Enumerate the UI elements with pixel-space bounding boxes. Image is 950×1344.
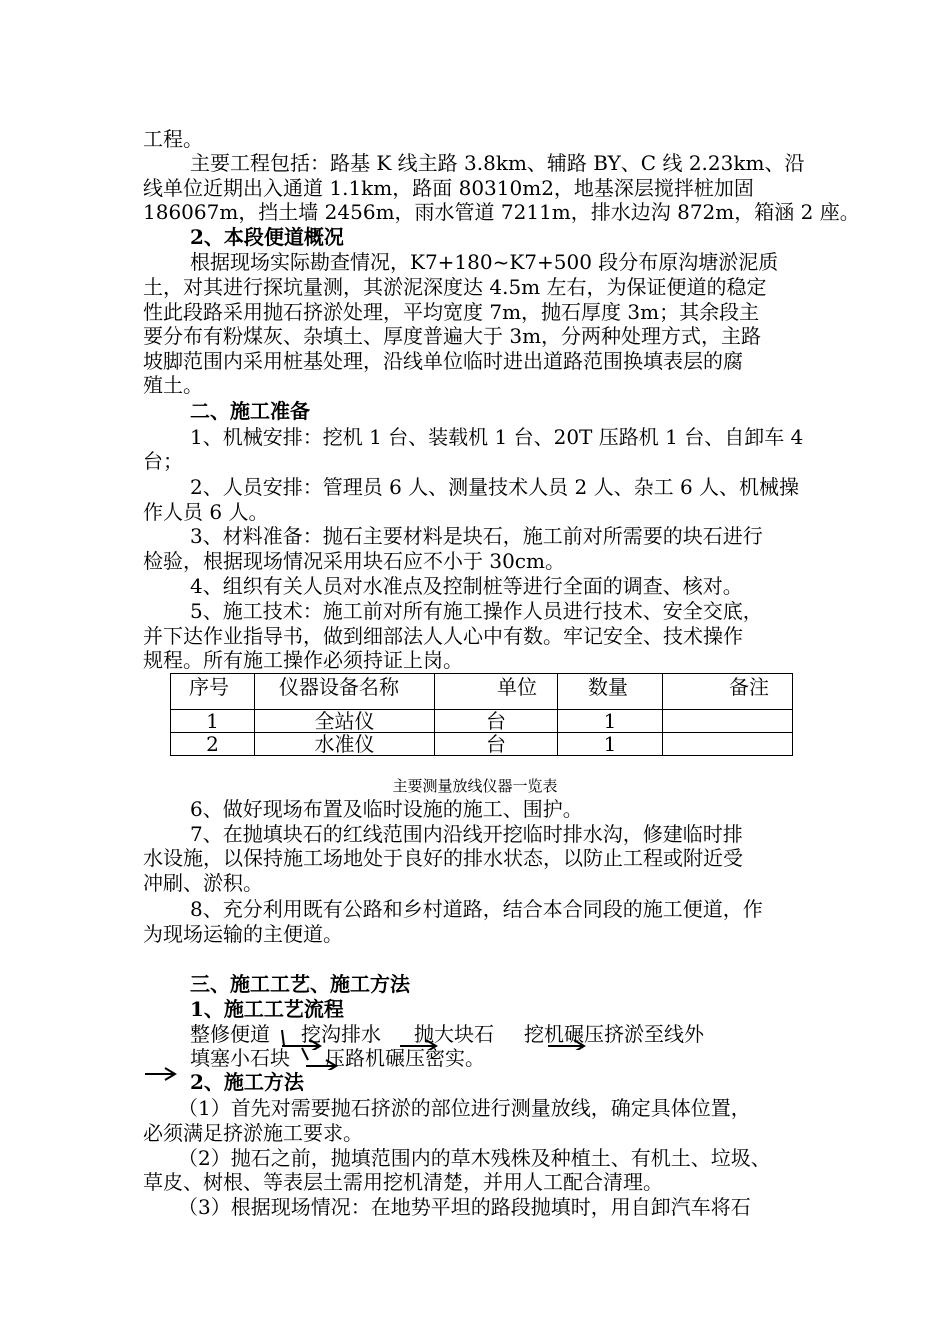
table-cell: 1 bbox=[558, 733, 663, 756]
paragraph-line: 要分布有粉煤灰、杂填土、厚度普遍大于 3m，分两种处理方式，主路 bbox=[143, 324, 762, 348]
paragraph-line: 作人员 6 人。 bbox=[143, 500, 269, 524]
paragraph-line: 线单位近期出入通道 1.1km，路面 80310m2，地基深层搅拌桩加固 bbox=[143, 176, 754, 200]
flow-step-5: 填塞小石块 bbox=[190, 1046, 290, 1070]
table-cell: 水准仪 bbox=[255, 733, 435, 756]
paragraph-line: 根据现场实际勘查情况，K7+180~K7+500 段分布原沟塘淤泥质 bbox=[190, 250, 779, 274]
paragraph-line: 水设施，以保持施工场地处于良好的排水状态，以防止工程或附近受 bbox=[143, 846, 743, 870]
paragraph-line: 草皮、树根、等表层土需用挖机清楚，并用人工配合清理。 bbox=[143, 1170, 663, 1194]
section-heading: 2、施工方法 bbox=[190, 1070, 304, 1094]
paragraph-line: 坡脚范围内采用桩基处理，沿线单位临时进出道路范围换填表层的腐 bbox=[143, 349, 743, 373]
table-caption: 主要测量放线仪器一览表 bbox=[392, 777, 558, 795]
flow-arrow-icon bbox=[143, 1064, 179, 1084]
header-cell-unit: 单位 bbox=[435, 674, 558, 710]
paragraph-line: 工程。 bbox=[143, 127, 203, 151]
paragraph-line: 冲刷、淤积。 bbox=[143, 871, 263, 895]
flow-arrow-icon bbox=[300, 1046, 340, 1070]
paragraph-line: 检验，根据现场情况采用块石应不小于 30cm。 bbox=[143, 549, 565, 573]
header-cell-quantity: 数量 bbox=[558, 674, 663, 710]
paragraph-line: 6、做好现场布置及临时设施的施工、围护。 bbox=[190, 797, 583, 821]
table-cell bbox=[663, 733, 793, 756]
paragraph-line: 殖土。 bbox=[143, 373, 203, 397]
table-cell: 1 bbox=[171, 710, 255, 733]
paragraph-line: 7、在抛填块石的红线范围内沿线开挖临时排水沟，修建临时排 bbox=[190, 822, 743, 846]
paragraph-line: 2、人员安排：管理员 6 人、测量技术人员 2 人、杂工 6 人、机械操 bbox=[190, 475, 800, 499]
paragraph-line: 性此段路采用抛石挤淤处理，平均宽度 7m，抛石厚度 3m；其余段主 bbox=[143, 300, 760, 324]
table-cell: 1 bbox=[558, 710, 663, 733]
table-cell: 台 bbox=[435, 733, 558, 756]
flow-step-1: 整修便道 bbox=[190, 1022, 270, 1046]
paragraph-line: 并下达作业指导书，做到细部法人人心中有数。牢记安全、技术操作 bbox=[143, 624, 743, 648]
paragraph-line: 5、施工技术：施工前对所有施工操作人员进行技术、安全交底， bbox=[190, 599, 763, 623]
table-row bbox=[171, 733, 793, 756]
paragraph-line: 土，对其进行探坑量测，其淤泥深度达 4.5m 左右，为保证便道的稳定 bbox=[143, 275, 767, 299]
table-cell bbox=[663, 710, 793, 733]
paragraph-line: 8、充分利用既有公路和乡村道路，结合本合同段的施工便道，作 bbox=[190, 897, 763, 921]
paragraph-line: 规程。所有施工操作必须持证上岗。 bbox=[143, 648, 463, 672]
paragraph-line: 4、组织有关人员对水准点及控制桩等进行全面的调查、核对。 bbox=[190, 574, 743, 598]
header-cell-index: 序号 bbox=[171, 674, 255, 710]
section-heading: 三、施工工艺、施工方法 bbox=[190, 972, 410, 996]
paragraph-line: 台； bbox=[143, 449, 183, 473]
instrument-table bbox=[170, 673, 793, 756]
section-heading: 1、施工工艺流程 bbox=[190, 997, 344, 1021]
table-cell: 台 bbox=[435, 710, 558, 733]
header-cell-name: 仪器设备名称 bbox=[255, 674, 435, 710]
paragraph-line: 必须满足挤淤施工要求。 bbox=[143, 1121, 363, 1145]
flow-arrow-icon bbox=[546, 1026, 592, 1050]
paragraph-line: （2）抛石之前，抛填范围内的草木残株及种植土、有机土、垃圾、 bbox=[178, 1146, 771, 1170]
flow-arrow-icon bbox=[398, 1026, 444, 1050]
flow-step-4: 挖机碾压挤淤至线外 bbox=[524, 1022, 704, 1046]
flow-step-3: 抛大块石 bbox=[414, 1022, 494, 1046]
section-heading: 二、施工准备 bbox=[190, 399, 310, 423]
flow-step-6: 压路机碾压密实。 bbox=[325, 1046, 485, 1070]
table-row bbox=[171, 710, 793, 733]
paragraph-line: 主要工程包括：路基 K 线主路 3.8km、辅路 BY、C 线 2.23km、沿 bbox=[190, 151, 805, 175]
paragraph-line: （1）首先对需要抛石挤淤的部位进行测量放线，确定具体位置， bbox=[178, 1096, 751, 1120]
table-cell: 2 bbox=[171, 733, 255, 756]
paragraph-line: 3、材料准备：抛石主要材料是块石，施工前对所需要的块石进行 bbox=[190, 524, 763, 548]
table-header-row bbox=[171, 674, 793, 710]
section-heading: 2、本段便道概况 bbox=[190, 225, 344, 249]
paragraph-line: 186067m，挡土墙 2456m，雨水管道 7211m，排水边沟 872m，箱涵 2 座。 bbox=[143, 200, 860, 224]
flow-step-2: 挖沟排水 bbox=[301, 1022, 381, 1046]
paragraph-line: （3）根据现场情况：在地势平坦的路段抛填时，用自卸汽车将石 bbox=[178, 1195, 751, 1219]
table-cell: 全站仪 bbox=[255, 710, 435, 733]
paragraph-line: 1、机械安排：挖机 1 台、装载机 1 台、20T 压路机 1 台、自卸车 4 bbox=[190, 425, 804, 449]
paragraph-line: 为现场运输的主便道。 bbox=[143, 922, 343, 946]
header-cell-remark: 备注 bbox=[663, 674, 793, 710]
